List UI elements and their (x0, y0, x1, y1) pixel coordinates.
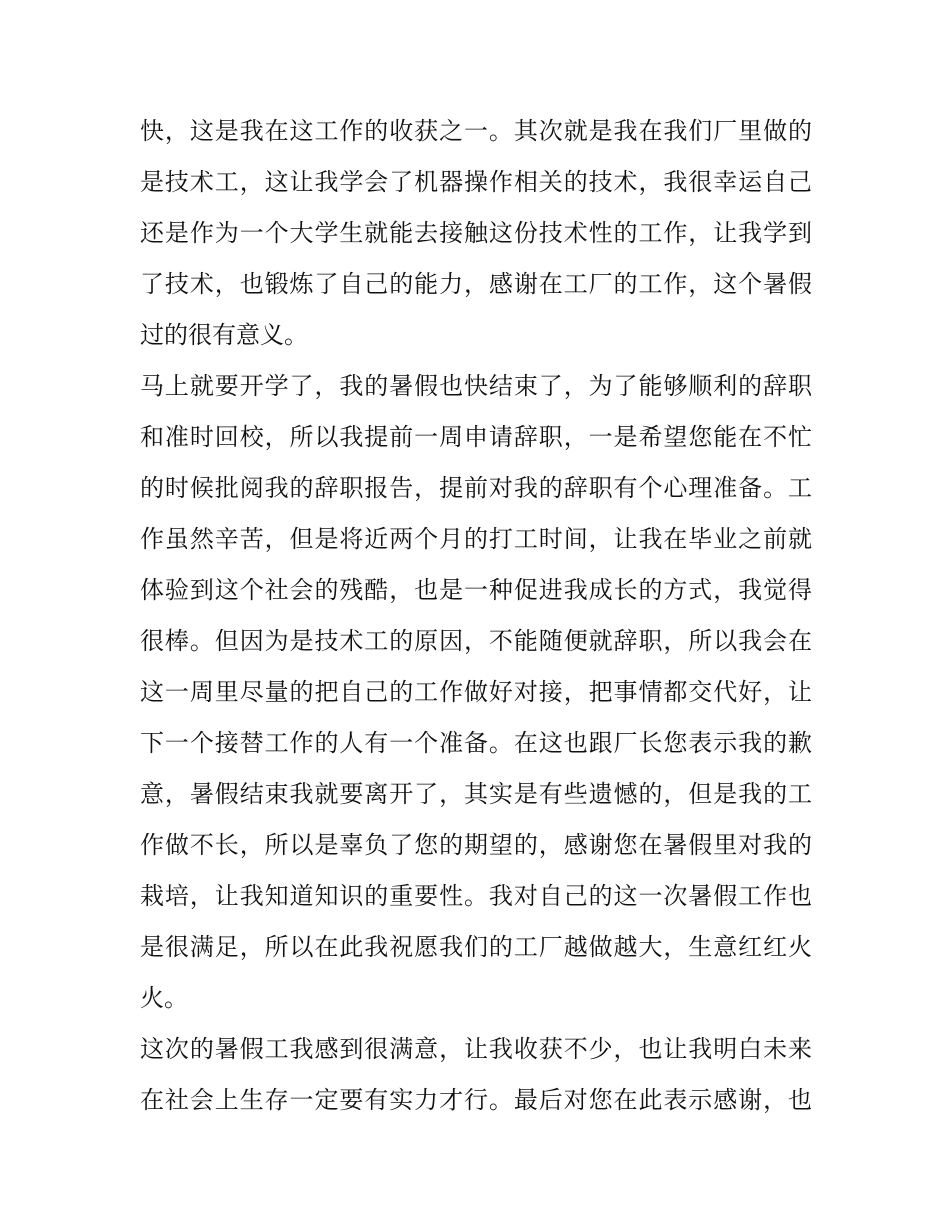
text-line: 栽培，让我知道知识的重要性。我对自己的这一次暑假工作也 (140, 882, 812, 910)
text-line: 是技术工，这让我学会了机器操作相关的技术，我很幸运自己 (140, 168, 812, 196)
text-line: 下一个接替工作的人有一个准备。在这也跟厂长您表示我的歉 (140, 729, 812, 757)
text-line: 马上就要开学了，我的暑假也快结束了，为了能够顺利的辞职 (140, 372, 812, 400)
text-line: 体验到这个社会的残酷，也是一种促进我成长的方式，我觉得 (140, 576, 812, 604)
text-line: 很棒。但因为是技术工的原因，不能随便就辞职，所以我会在 (140, 627, 812, 655)
text-line: 这一周里尽量的把自己的工作做好对接，把事情都交代好，让 (140, 678, 812, 706)
paragraph-2 (140, 361, 812, 1024)
text-line: 了技术，也锻炼了自己的能力，感谢在工厂的工作，这个暑假 (140, 270, 812, 298)
paragraph-1 (140, 106, 812, 361)
text-line: 的时候批阅我的辞职报告，提前对我的辞职有个心理准备。工 (140, 474, 812, 502)
text-line: 在社会上生存一定要有实力才行。最后对您在此表示感谢，也 (140, 1086, 812, 1114)
text-line: 和准时回校，所以我提前一周申请辞职，一是希望您能在不忙 (140, 423, 812, 451)
text-line: 火。 (140, 984, 188, 1012)
text-line: 还是作为一个大学生就能去接触这份技术性的工作，让我学到 (140, 219, 812, 247)
text-line: 意，暑假结束我就要离开了，其实是有些遗憾的，但是我的工 (140, 780, 812, 808)
text-line: 过的很有意义。 (140, 321, 308, 349)
document-body (140, 106, 812, 1126)
text-line: 这次的暑假工我感到很满意，让我收获不少，也让我明白未来 (140, 1035, 812, 1063)
text-line: 快，这是我在这工作的收获之一。其次就是我在我们厂里做的 (140, 117, 812, 145)
text-line: 是很满足，所以在此我祝愿我们的工厂越做越大，生意红红火 (140, 933, 812, 961)
text-line: 作做不长，所以是辜负了您的期望的，感谢您在暑假里对我的 (140, 831, 812, 859)
text-line: 作虽然辛苦，但是将近两个月的打工时间，让我在毕业之前就 (140, 525, 812, 553)
paragraph-3 (140, 1024, 812, 1126)
